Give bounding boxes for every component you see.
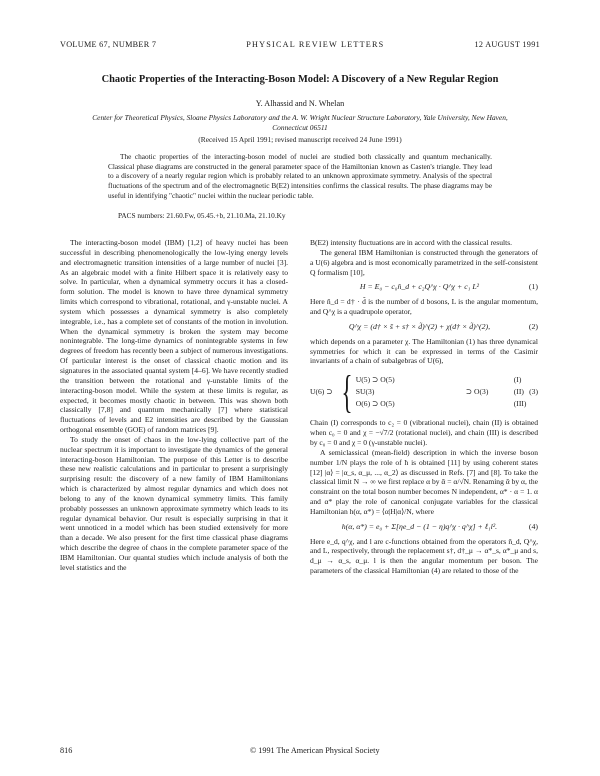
equation-number: (2) — [528, 321, 538, 331]
right-column — [310, 238, 538, 576]
chain-row: O(6) ⊃ O(5) (III) — [355, 399, 527, 409]
equation-4 — [310, 522, 538, 532]
chain-row: SU(3) ⊃ O(3) (II) — [355, 387, 524, 397]
chain-row: U(5) ⊃ O(5) (I) — [355, 375, 522, 385]
body-paragraph: The interacting-boson model (IBM) [1,2] of heavy nuclei has been successful in describing phenomenologically the low-lying energy levels and electromagnetic transition intensities of a large number of nuclei [3]. As an algebraic model with a finite Hilbert space it is relatively easy to solve. In particular, when a dynamical symmetry occurs it has a closed-form solution. The model is known to have three dynamical symmetry limits which correspond to vibrational, rotational, and γ-unstable nuclei. A system which possesses a dynamical symmetry is also completely integrable, i.e., has a complete set of constants of the motion in involution. When the dynamical symmetry is broken the system may become nonintegrable. The long-time dynamics of nonintegrable systems in few degrees of freedom has recently been a subject of numerous investigations. Of particular interest is the onset of classical chaotic motion and its signatures in the associated quantal system [4–6]. We have recently studied the transition between the rotational and γ-unstable limits of the interacting-boson model. While the system at these limits is regular, as expected, it becomes mostly chaotic in between. This was shown both classically [7,8] and quantum mechanically [7] where statistical fluctuations of levels and E2 intensities are described by the Gaussian orthogonal ensemble (GOE) of random matrices [9]. — [60, 238, 288, 435]
copyright-notice: © 1991 The American Physical Society — [250, 746, 380, 755]
affiliation: Center for Theoretical Physics, Sloane Physics Laboratory and the A. W. Wright Nuclear Structure Laboratory, Yale University, New Haven, Connecticut 06511 — [92, 113, 508, 132]
body-paragraph: Here e_d, q^χ, and l are c-functions obtained from the operators n̂_d, Q^χ, and L, respectively, through the replacement s†, d†_μ → α*_s, α*_μ and s, d_μ → α_s, α_μ. l is then the angular momentum per boson. The parameters of the classical Hamiltonian (4) are related to those of the — [310, 536, 538, 576]
journal-name: PHYSICAL REVIEW LETTERS — [246, 40, 385, 49]
equation-number: (3) — [529, 387, 538, 397]
page-number: 816 — [60, 746, 73, 755]
abstract: The chaotic properties of the interacting-boson model of nuclei are studied both classically and quantum mechanically. Classical phase diagrams are constructed in the general parameter space of the Hamiltonian known as Casten's triangle. They lead to a discovery of a nearly regular region which is probably related to an unknown approximate symmetry. Analysis of the spectral fluctuations of the spectrum and of the electromagnetic B(E2) intensities confirms the classical results. The phase diagrams may be useful in identifying "chaotic" nuclei within the nuclear periodic table. — [108, 152, 492, 200]
equation-2 — [310, 322, 538, 332]
body-paragraph: Here n̂_d = d† · d̃ is the number of d bosons, L is the angular momentum, and Q^χ is a quadrupole operator, — [310, 297, 538, 317]
chain-rows — [356, 374, 527, 410]
brace-symbol: { — [341, 366, 353, 418]
running-head — [60, 40, 540, 49]
author-list: Y. Alhassid and N. Whelan — [255, 99, 345, 108]
equation-body: h(α, α*) = e₀ + Σ[ηe_d − (1 − η)q^χ · q^χ] + ℓ₁l². — [341, 521, 498, 531]
page-footer — [60, 746, 540, 755]
chain-lhs: U(6) ⊃ — [310, 387, 333, 397]
paper-title: Chaotic Properties of the Interacting-Boson Model: A Discovery of a New Regular Region — [101, 74, 499, 85]
equation-number: (1) — [528, 282, 538, 292]
body-paragraph: Chain (I) corresponds to c₂ = 0 (vibrational nuclei), chain (II) is obtained when c₀ = 0 and χ = −√7/2 (rotational nuclei), and chain (III) is described by c₀ = 0 and χ = 0 (γ-unstable nuclei). — [310, 418, 538, 447]
body-paragraph: The general IBM Hamiltonian is constructed through the generators of a U(6) algebra and is most economically parametrized in the self-consistent Q formalism [10], — [310, 247, 539, 277]
body-paragraph: To study the onset of chaos in the low-lying collective part of the nuclear spectrum it is important to investigate the dynamics of the general interacting-boson Hamiltonian. The purpose of this Letter is to describe these new realistic calculations and in particular to present a surprisingly surprising result: the discovery of a new family of IBM Hamiltonians which is characterized by almost regular dynamics and which does not belong to any of the known dynamical symmetry limits. This family probably possesses an unknown approximate symmetry which leads to its regular dynamical behavior. Our result is especially surprising in that it went unnoticed in a model which has been studied extensively for more than a decade. We also present for the first time classical phase diagrams which describe the degree of chaos in the complete parameter space of the IBM Hamiltonian. Our quantal studies which include analysis of both the level statistics and the — [60, 434, 288, 572]
volume-number: VOLUME 67, NUMBER 7 — [60, 40, 157, 49]
equation-body: H = E₀ − c₀n̂_d + c₂Q^χ · Q^χ + c₁ L² — [359, 282, 480, 292]
equation-3-chain — [310, 366, 538, 418]
left-column — [60, 238, 288, 573]
received-date: (Received 15 April 1991; revised manuscript received 24 June 1991) — [198, 135, 402, 144]
equation-number: (4) — [528, 521, 538, 531]
equation-1 — [310, 282, 538, 292]
equation-body: Q^χ = (d† × s̃ + s† × d̃)^(2) + χ(d† × d̃)^(2), — [348, 321, 491, 331]
body-paragraph: B(E2) intensity fluctuations are in accord with the classical results. — [310, 238, 513, 247]
body-paragraph: A semiclassical (mean-field) description in which the inverse boson number 1/N plays the role of ħ is obtained [11] by using coherent states [12] |α⟩ = |α_s, α_μ, ..., α_2⟩ as discussed in Refs. [7] and [8]. To take the classical limit N → ∞ we first replace α by ᾱ = α/√N. Renaming ᾱ by α, the constraint on the total boson number becomes N independent, α* · α = 1. α and α* play the role of canonical conjugate variables for the classical Hamiltonian h(α, α*) = ⟨α|H|α⟩/N, where — [310, 447, 538, 516]
body-paragraph: which depends on a parameter χ. The Hamiltonian (1) has three dynamical symmetries for which it can be expressed in terms of the Casimir invariants of a chain of subalgebras of U(6), — [310, 336, 538, 366]
pacs-numbers: PACS numbers: 21.60.Fw, 05.45.+b, 21.10.Ma, 21.10.Ky — [118, 211, 286, 220]
issue-date: 12 AUGUST 1991 — [474, 40, 540, 49]
